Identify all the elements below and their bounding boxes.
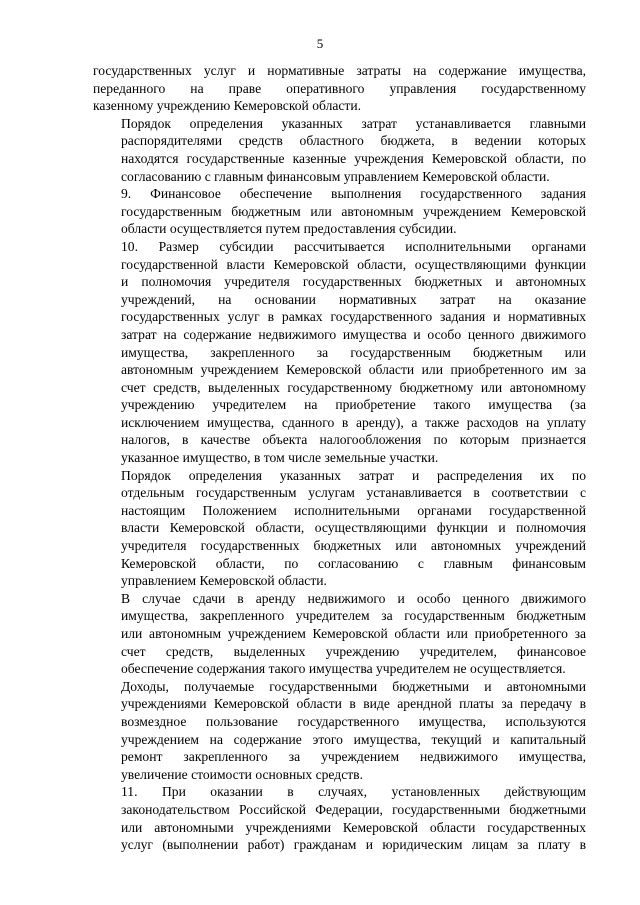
text-line: Кемеровской области, по согласованию с главным финансовым — [121, 555, 586, 571]
text-line: счет средств, выделенных учреждению учредителем, финансовое — [121, 643, 586, 659]
text-line: управлением Кемеровской области. — [121, 573, 327, 589]
text-line: согласованию с главным финансовым управлением Кемеровской области. — [121, 168, 550, 184]
document-body — [93, 62, 586, 854]
text-line: налогов, в качестве объекта налогообложения по которым признается — [121, 432, 586, 448]
text-line: затрат на содержание недвижимого имущества и особо ценного движимого — [121, 326, 586, 342]
text-line: автономным учреждением Кемеровской области или приобретенного им за — [121, 362, 586, 378]
paragraph — [93, 590, 586, 678]
text-line: Порядок определения указанных затрат и распределения их по — [121, 467, 586, 483]
text-line: государственных услуг в рамках государственного задания и нормативных — [121, 309, 586, 325]
text-line: возмездное пользование государственного имущества, используются — [121, 713, 586, 729]
text-line: учредителя государственных бюджетных или автономных учреждений — [121, 538, 586, 554]
text-line: исключением имущества, сданного в аренду), а также расходов на уплату — [121, 414, 586, 430]
paragraph — [93, 467, 586, 590]
text-line: 11. При оказании в случаях, установленных действующим — [121, 784, 586, 800]
text-line: области осуществляется путем предоставления субсидии. — [121, 221, 457, 237]
text-line: обеспечение содержания такого имущества учредителем не осуществляется. — [121, 661, 566, 677]
text-line: В случае сдачи в аренду недвижимого и особо ценного движимого — [121, 590, 586, 606]
text-line: услуг (выполнении работ) гражданам и юридическим лицам за плату в — [121, 837, 586, 853]
text-line: настоящим Положением исполнительными органами государственной — [121, 502, 586, 518]
text-line: ремонт закрепленного за учреждением недвижимого имущества, — [121, 749, 586, 765]
text-line: переданного на праве оперативного управления государственному — [93, 80, 586, 96]
text-line: имущества, закрепленного за государственным бюджетным или — [121, 344, 586, 360]
text-line: и полномочия учредителя государственных бюджетных и автономных — [121, 274, 586, 290]
text-line: Порядок определения указанных затрат устанавливается главными — [121, 115, 586, 131]
text-line: учреждений, на основании нормативных затрат на оказание — [121, 291, 586, 307]
text-line: государственных услуг и нормативные затраты на содержание имущества, — [93, 63, 586, 78]
text-line: увеличение стоимости основных средств. — [121, 766, 363, 782]
paragraph — [93, 783, 586, 853]
text-line: отдельным государственным услугам устанавливается в соответствии с — [121, 485, 586, 501]
text-line: счет средств, выделенных государственному бюджетному или автономному — [121, 379, 586, 395]
text-line: учреждением на содержание этого имущества, текущий и капитальный — [121, 731, 586, 747]
text-line: Доходы, получаемые государственными бюджетными и автономными — [121, 678, 586, 694]
text-line: находятся государственные казенные учреждения Кемеровской области, по — [121, 150, 586, 166]
page-number: 5 — [316, 36, 324, 51]
text-line: 9. Финансовое обеспечение выполнения государственного задания — [121, 186, 586, 202]
paragraph — [93, 185, 586, 238]
text-line: государственной власти Кемеровской области, осуществляющими функции — [121, 256, 586, 272]
paragraph — [93, 238, 586, 467]
text-line: государственным бюджетным или автономным учреждением Кемеровской — [121, 203, 586, 219]
text-line: учреждению учредителем на приобретение такого имущества (за — [121, 397, 586, 413]
text-line: 10. Размер субсидии рассчитывается исполнительными органами — [121, 238, 586, 254]
text-line: или автономными учреждениями Кемеровской области государственных — [121, 819, 586, 835]
text-line: указанное имущество, в том числе земельные участки. — [121, 450, 439, 466]
text-line: или автономным учреждением Кемеровской области или приобретенного за — [121, 626, 586, 641]
text-line: власти Кемеровской области, осуществляющими функции и полномочия — [121, 520, 586, 536]
text-line: распорядителями средств областного бюджета, в ведении которых — [121, 133, 586, 149]
text-line: имущества, закрепленного учредителем за государственным бюджетным — [121, 608, 586, 624]
paragraph — [93, 62, 586, 115]
text-line: законодательством Российской Федерации, государственными бюджетными — [121, 801, 586, 817]
text-line: учреждениями Кемеровской области в виде арендной платы за передачу в — [121, 696, 586, 712]
text-line: казенному учреждению Кемеровской области. — [93, 98, 362, 114]
paragraph — [93, 115, 586, 185]
paragraph — [93, 678, 586, 784]
